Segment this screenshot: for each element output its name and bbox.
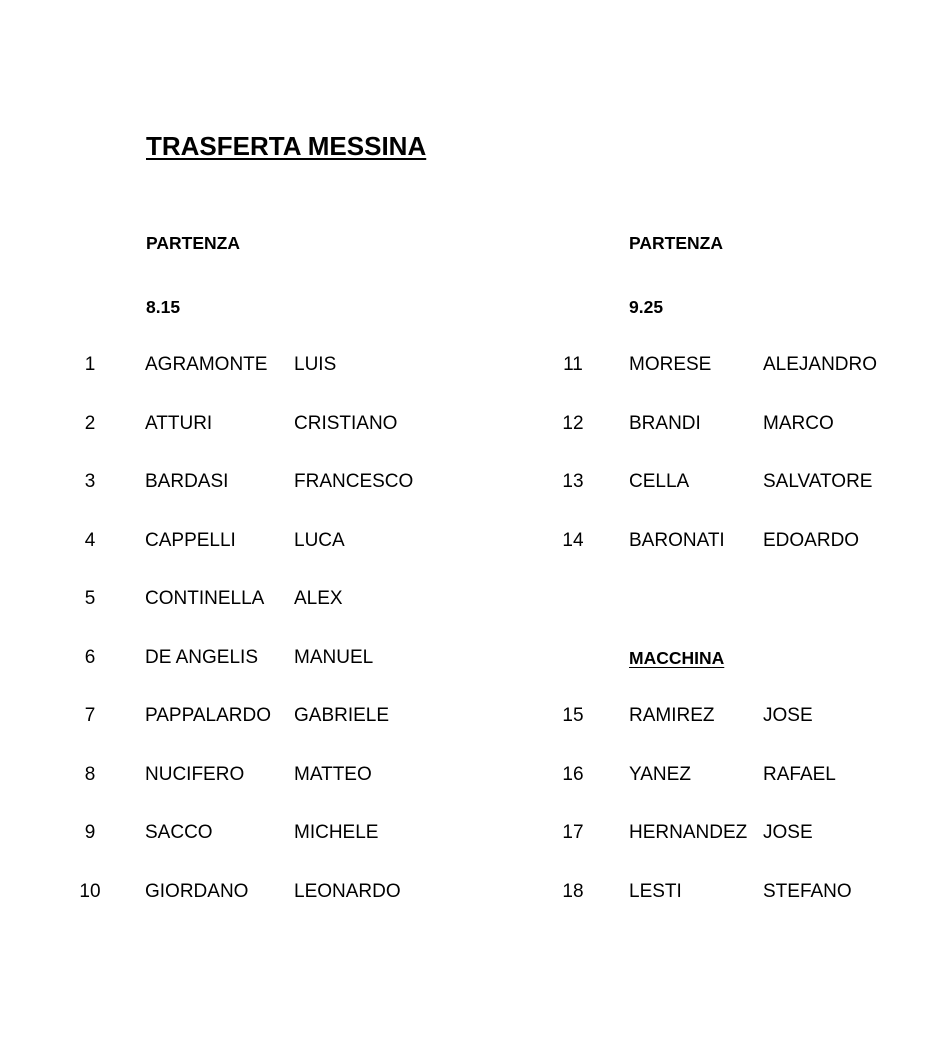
surname: GIORDANO	[145, 880, 249, 902]
surname: AGRAMONTE	[145, 354, 268, 375]
row-number: 3	[84, 471, 96, 492]
surname: CONTINELLA	[145, 588, 265, 609]
row-number: 15	[562, 705, 584, 726]
first-name: FRANCESCO	[294, 471, 414, 492]
first-name: MARCO	[763, 412, 834, 434]
left-departure-time: 8.15	[146, 297, 181, 317]
left-departure-heading: PARTENZA	[146, 233, 240, 253]
row-number: 10	[79, 880, 101, 902]
surname: MORESE	[629, 354, 712, 375]
first-name: MANUEL	[294, 646, 374, 668]
surname: LESTI	[629, 880, 682, 902]
first-name: JOSE	[763, 822, 813, 843]
first-name: SALVATORE	[763, 471, 873, 492]
surname: YANEZ	[629, 763, 691, 785]
surname: ATTURI	[145, 412, 213, 434]
row-number: 7	[84, 705, 96, 726]
row-number: 1	[84, 354, 96, 375]
first-name: LEONARDO	[294, 880, 401, 902]
surname: CELLA	[629, 471, 690, 492]
row-number: 5	[84, 588, 96, 609]
surname: BRANDI	[629, 412, 701, 434]
surname: BARONATI	[629, 529, 725, 551]
first-name: CRISTIANO	[294, 412, 398, 434]
page-title: TRASFERTA MESSINA	[146, 131, 427, 161]
surname: NUCIFERO	[145, 763, 245, 785]
row-number: 16	[562, 763, 584, 785]
first-name: MICHELE	[294, 822, 379, 843]
row-number: 13	[562, 471, 584, 492]
first-name: LUCA	[294, 529, 345, 551]
first-name: STEFANO	[763, 880, 852, 902]
first-name: EDOARDO	[763, 529, 860, 551]
row-number: 6	[84, 646, 96, 668]
first-name: RAFAEL	[763, 763, 836, 785]
surname: RAMIREZ	[629, 705, 715, 726]
row-number: 2	[84, 412, 96, 434]
row-number: 4	[84, 529, 96, 551]
first-name: MATTEO	[294, 763, 372, 785]
surname: PAPPALARDO	[145, 705, 272, 726]
row-number: 11	[563, 354, 583, 375]
right-departure-heading: PARTENZA	[629, 233, 723, 253]
row-number: 8	[84, 763, 96, 785]
first-name: GABRIELE	[294, 705, 390, 726]
surname: HERNANDEZ	[629, 822, 748, 843]
row-number: 18	[562, 880, 584, 902]
surname: SACCO	[145, 822, 213, 843]
row-number: 14	[562, 529, 584, 551]
surname: CAPPELLI	[145, 529, 236, 551]
row-number: 17	[562, 822, 584, 843]
right-departure-time: 9.25	[629, 297, 664, 317]
surname: DE ANGELIS	[145, 646, 258, 668]
car-heading: MACCHINA	[629, 648, 725, 668]
first-name: ALEJANDRO	[763, 354, 878, 375]
first-name: JOSE	[763, 705, 813, 726]
first-name: ALEX	[294, 588, 343, 609]
row-number: 9	[84, 822, 96, 843]
row-number: 12	[562, 412, 584, 434]
surname: BARDASI	[145, 471, 229, 492]
first-name: LUIS	[294, 354, 337, 375]
